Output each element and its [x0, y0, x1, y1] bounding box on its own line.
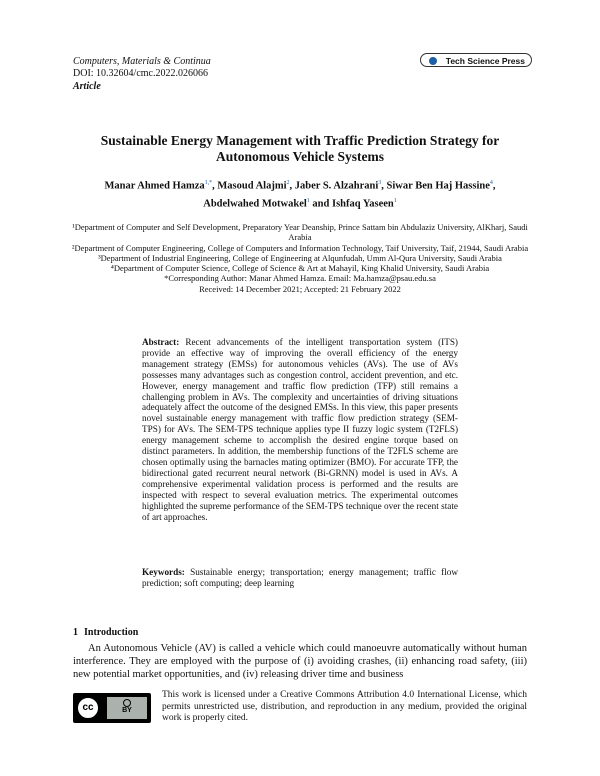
person-icon	[123, 699, 131, 707]
keywords-text: Sustainable energy; transportation; energy management; traffic flow prediction; soft computing; deep learning	[142, 567, 459, 588]
article-type: Article	[73, 81, 101, 92]
publisher-name: Tech Science Press	[445, 56, 525, 66]
author: Siwar Ben Haj Hassine	[386, 180, 490, 192]
license-text: This work is licensed under a Creative Commons Attribution 4.0 International License, which permits unrestricted use, distribution, and reproduction in any medium, provided the original work is properly cited.	[162, 690, 527, 723]
author-affiliation-mark[interactable]: 3	[378, 180, 382, 186]
attribution-badge	[107, 697, 147, 719]
author-affiliation-mark[interactable]: 1	[393, 197, 397, 204]
keywords-label: Keywords:	[142, 567, 185, 577]
author: Masoud Alajmi	[217, 180, 287, 192]
affiliation-3: ³Department of Industrial Engineering, College of Engineering at Alqunfudah, Umm Al-Qura University, Saudi Arabia	[98, 252, 502, 263]
author: Ishfaq Yaseen	[331, 198, 394, 209]
author-affiliation-mark[interactable]: 1,*	[204, 180, 213, 186]
publisher-logo	[420, 53, 532, 67]
by-label: BY	[122, 707, 132, 714]
author-affiliation-mark[interactable]: 2	[286, 180, 290, 186]
cc-by-license-badge[interactable]	[73, 693, 151, 723]
author-separator: and	[309, 198, 332, 209]
affiliations	[70, 222, 530, 294]
publisher-globe-icon	[429, 57, 437, 65]
doi: DOI: 10.32604/cmc.2022.026066	[73, 68, 208, 79]
author-affiliation-mark[interactable]: 1	[306, 197, 310, 204]
author-separator: ,	[492, 180, 496, 192]
author-separator: ,	[289, 180, 295, 192]
author: Abdelwahed Motwakel	[203, 198, 307, 209]
author: Jaber S. Alzahrani	[294, 180, 379, 192]
author: Manar Ahmed Hamza	[104, 180, 205, 192]
abstract-text: Recent advancements of the intelligent transportation system (ITS) provide an effective way of improving the overall efficiency of the energy management strategy (EMSs) for autonomous vehicles (AVs). The use of AVs possesses many advantages such as congestion control, accident prevention, and etc. However, energy management and traffic flow prediction (TFP) still remains a challenging problem in AVs. The complexity and uncertainties of driving situations adequately affect the outcome of the designed EMSs. In this view, this paper presents novel sustainable energy management with traffic flow prediction strategy (SEM-TPS) for AVs. The SEM-TPS technique applies type II fuzzy logic system (T2FLS) energy management scheme to accomplish the desired engine torque based on distinct parameters. In addition, the membership functions of the T2FLS scheme are chosen optimally using the barnacles mating optimizer (BMO). For accurate TFP, the bidirectional gated recurrent neural network (Bi-GRNN) model is used in AVs. A comprehensive experimental validation process is performed and the results are inspected with respect to several evaluation metrics. The experimental outcomes highlighted the supreme performance of the SEM-TPS technique over the recent state of art approaches.	[142, 337, 458, 522]
author-list	[80, 176, 520, 211]
received-accepted-dates: Received: 14 December 2021; Accepted: 21 February 2022	[199, 283, 401, 294]
abstract	[142, 337, 458, 522]
author-separator: ,	[212, 180, 218, 192]
paper-title: Sustainable Energy Management with Traffic Prediction Strategy for Autonomous Vehicle Systems	[100, 133, 500, 164]
keywords	[142, 567, 458, 589]
section-heading-introduction	[73, 627, 144, 638]
journal-name: Computers, Materials & Continua	[73, 56, 211, 67]
author-separator: ,	[381, 180, 387, 192]
abstract-label: Abstract:	[142, 337, 180, 347]
introduction-paragraph: An Autonomous Vehicle (AV) is called a vehicle which could manoeuvre automatically without human interference. They are employed with the purpose of (i) avoiding crashes, (ii) enhancing road safety, (iii) new potential market opportunities, and (iv) releasing driver time and business	[73, 643, 527, 680]
cc-icon: cc	[76, 696, 100, 720]
section-title: Introduction	[84, 627, 139, 638]
section-number: 1	[73, 627, 78, 638]
affiliation-4: ⁴Department of Computer Science, College of Science & Art at Mahayil, King Khalid University, Saudi Arabia	[110, 263, 490, 274]
corresponding-author: *Corresponding Author: Manar Ahmed Hamza. Email: Ma.hamza@psau.edu.sa	[164, 273, 436, 284]
affiliation-2: ²Department of Computer Engineering, College of Computers and Information Technology, Taif University, Taif, 21944, Saudi Arabia	[71, 242, 529, 253]
affiliation-1: ¹Department of Computer and Self Development, Preparatory Year Deanship, Prince Sattam bin Abdulaziz University, AlKharj, Saudi Arabia	[72, 222, 528, 243]
author-affiliation-mark[interactable]: 4	[489, 180, 493, 186]
